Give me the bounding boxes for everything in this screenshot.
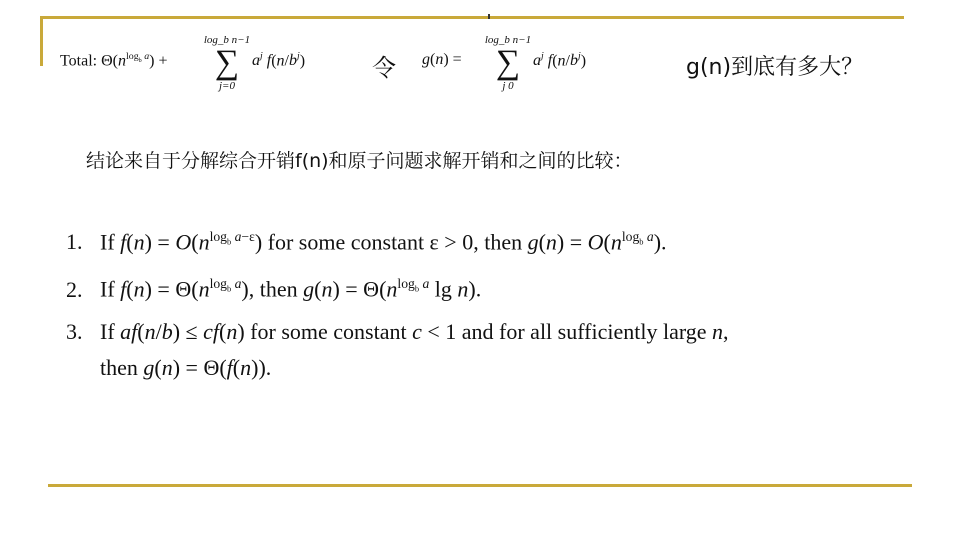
total-summand: $a^j$ $f(n/b^j)$ <box>252 51 306 70</box>
total-formula: Total: $\Theta(n^{log_b a})$ + <box>60 51 168 70</box>
summation-g: log_b n−1 ∑ j 0 <box>484 34 532 92</box>
g-definition-lhs: g(n) = <box>422 51 462 68</box>
conclusion-text: 结论来自于分解综合开销f(n)和原子问题求解开销和之间的比较： <box>86 150 633 172</box>
case-3: 3. If af(n/b) ≤ cf(n) for some constant c < 1 and for all sufficiently large n, <box>66 318 729 344</box>
case-1: 1. If $f(n) = O(n^{log_b a-\varepsilon})$ for some constant ε > 0, then $g(n) = O(n^{log_b a})$. <box>66 229 667 255</box>
g-definition-summand: $a^j$ $f(n/b^j)$ <box>533 51 587 70</box>
bottom-rule <box>48 484 912 487</box>
summation-total: log_b n−1 ∑ j=0 <box>203 34 251 92</box>
top-tick-mark <box>488 14 490 19</box>
left-rule <box>40 16 43 66</box>
ling-label: 令 <box>372 54 396 82</box>
question-heading: g(n)到底有多大？ <box>686 55 864 80</box>
top-rule <box>42 16 904 19</box>
cases-list <box>66 216 729 383</box>
case-3-continued: then g(n) = Θ(f(n)). <box>100 354 272 380</box>
case-2: 2. If $f(n) = \Theta(n^{log_b a})$, then $g(n) = \Theta(n^{log_b a}$ lg n). <box>66 276 482 302</box>
